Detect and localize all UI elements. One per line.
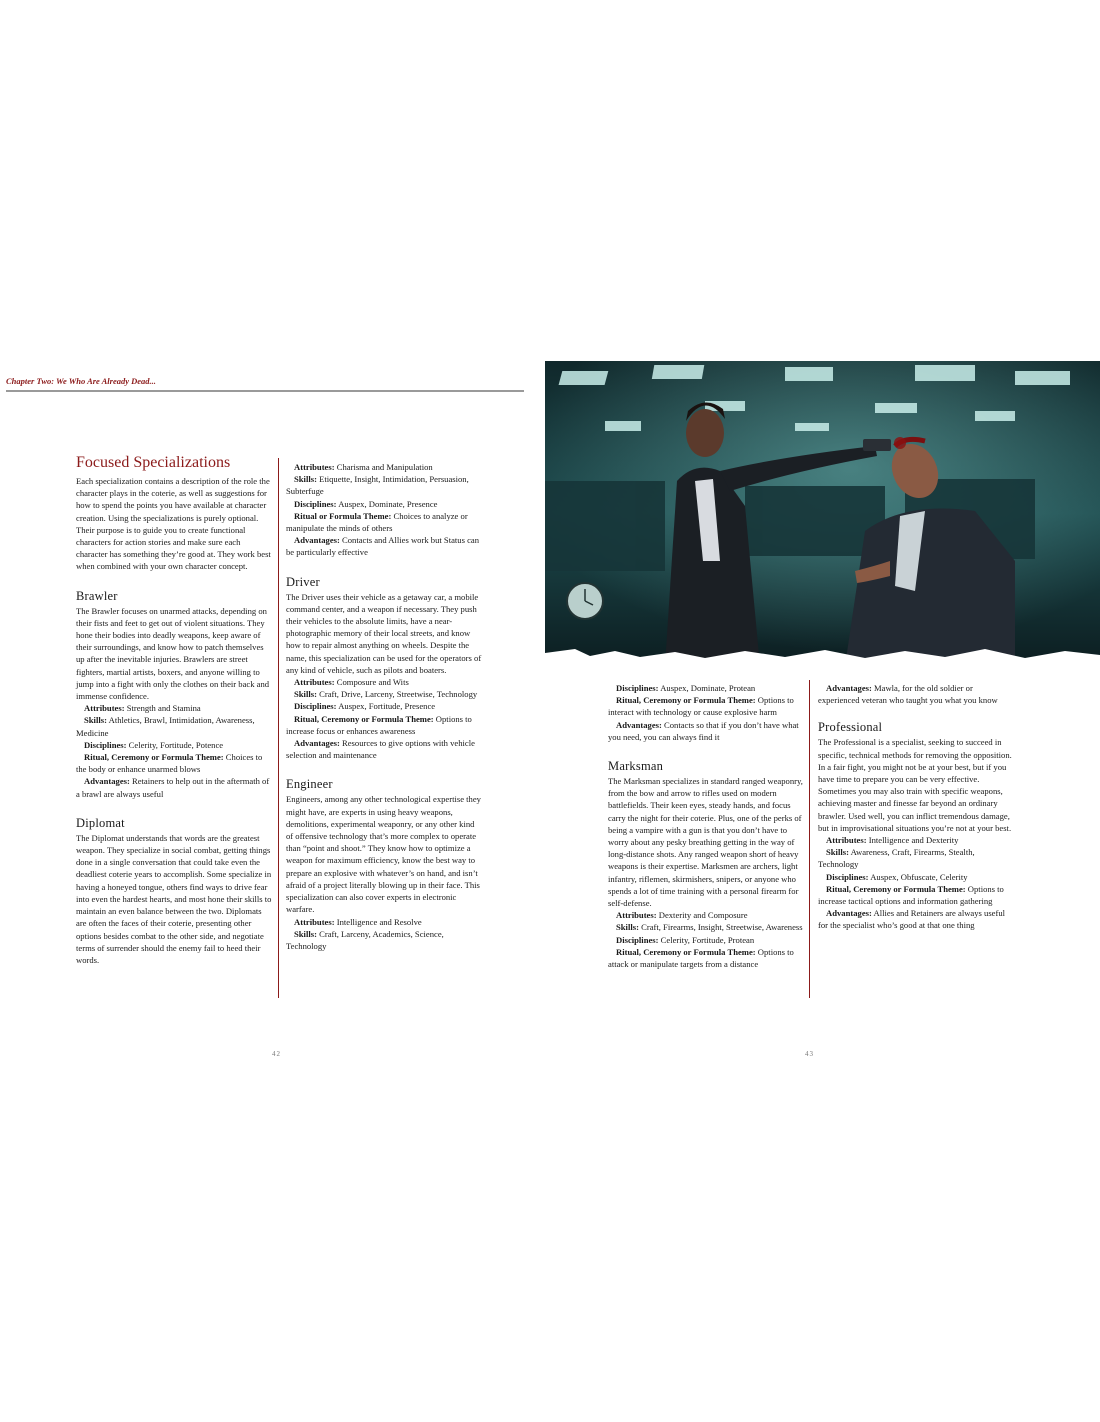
marksman-description: The Marksman specializes in standard ranged weaponry, from the bow and arrow to rifles used on modern battlefields. Their keen eyes, steady hands, and focus carry the night for their coterie. Plus, one of the perks of being a vampire with a gun is that you don’t have to worry about any pesky breathing getting in the way of long-distance shots. Any ranged weapon short of heavy weapons is their expertise. Marksmen are archers, light infantry, riflemen, skirmishers, snipers, or anyone who spends a lot of time training with a personal firearm for self-defense. — [608, 776, 803, 909]
professional-disciplines: Disciplines: Auspex, Obfuscate, Celerity — [826, 871, 968, 882]
column-divider — [278, 458, 279, 998]
chapter-header: Chapter Two: We Who Are Already Dead... — [6, 376, 156, 386]
right-page — [550, 0, 1100, 1422]
diplomat-ritual: Ritual or Formula Theme: Choices to analyze or manipulate the minds of others — [286, 510, 468, 534]
driver-advantages: Advantages: Resources to give options with vehicle selection and maintenance — [286, 738, 475, 761]
driver-heading: Driver — [286, 574, 320, 589]
brawler-heading: Brawler — [76, 588, 118, 603]
page-number-right: 43 — [805, 1050, 814, 1058]
brawler-disciplines: Disciplines: Celerity, Fortitude, Potence — [84, 739, 224, 750]
professional-heading: Professional — [818, 720, 883, 735]
diplomat-skills: Skills: Etiquette, Insight, Intimidation, Persuasion, Subterfuge — [286, 474, 469, 497]
diplomat-heading: Diplomat — [76, 815, 125, 830]
marksman-heading: Marksman — [608, 759, 664, 774]
brawler-ritual: Ritual, Ceremony or Formula Theme: Choices to the body or enhance unarmed blows — [76, 752, 263, 775]
driver-disciplines: Disciplines: Auspex, Fortitude, Presence — [294, 701, 436, 712]
left-column-1 — [76, 453, 272, 966]
column-divider — [809, 680, 810, 998]
driver-ritual: Ritual, Ceremony or Formula Theme: Options to increase focus or enhances awareness — [286, 713, 472, 736]
page-number-left: 42 — [272, 1050, 281, 1058]
marksman-advantages: Advantages: Mawla, for the old soldier or experienced veteran who taught you what you know — [818, 683, 998, 706]
professional-ritual: Ritual, Ceremony or Formula Theme: Options to increase tactical options and information gathering — [818, 883, 1004, 907]
diplomat-advantages: Advantages: Contacts and Allies work but Status can be particularly effective — [286, 535, 480, 558]
right-column-2 — [818, 682, 1014, 932]
engineer-heading: Engineer — [286, 777, 333, 792]
brawler-advantages: Advantages: Retainers to help out in the aftermath of a brawl are always useful — [76, 776, 270, 799]
professional-description: The Professional is a specialist, seeking to succeed in specific, technical methods for removing the opposition. In a fair fight, you might not be at your best, but if you have time to prepare you can be very effective. Sometimes you may also train with specific weapons, achieving master and finesse far beyond an ordinary brawler. Used well, you can inflict tremendous damage, but in improvisational situations you’re not at your best. — [818, 737, 1012, 833]
engineer-advantages: Advantages: Contacts so that if you don’t have what you need, you can always find it — [608, 719, 799, 742]
brawler-description: The Brawler focuses on unarmed attacks, depending on their fists and feet to get out of violent situations. They hone their bodies into deadly weapons, keep aware of their surroundings, and know how to patch themselves up after the inevitable injuries. Brawlers are street fighters, martial artists, boxers, and anyone willing to jump into a fight with only the clothes on their back and immense confidence. — [76, 605, 270, 702]
engineer-skills: Skills: Craft, Larceny, Academics, Science, Technology — [286, 928, 444, 951]
brawler-attributes: Attributes: Strength and Stamina — [84, 703, 201, 714]
header-rule — [6, 390, 524, 392]
engineer-ritual: Ritual, Ceremony or Formula Theme: Options to interact with technology or cause explosive harm — [608, 695, 794, 718]
diplomat-attributes: Attributes: Charisma and Manipulation — [294, 462, 433, 472]
left-column-2 — [286, 461, 482, 952]
driver-skills: Skills: Craft, Drive, Larceny, Streetwise, Technology — [294, 689, 478, 700]
professional-skills: Skills: Awareness, Craft, Firearms, Stealth, Technology — [818, 847, 975, 870]
intro-paragraph: Each specialization contains a description of the role the character plays in the coterie, as well as suggestions for how to spend the points you have available at character creation. Using the specializations is purely optional. Their purpose is to guide you to create functional characters for action stories and make sure each character has something they’re good at. They work best when combined with your own character concept. — [76, 476, 271, 572]
engineer-attributes: Attributes: Intelligence and Resolve — [294, 916, 422, 927]
driver-description: The Driver uses their vehicle as a getaway car, a mobile command center, and a weapon if necessary. They push their vehicles to the absolute limits, have a near-photographic memory of their local streets, and know how to repair almost anything on wheels. Despite the name, this specialization can be used for the operators of any kind of vehicle, such as pilots and boaters. — [286, 591, 482, 675]
diplomat-disciplines: Disciplines: Auspex, Dominate, Presence — [294, 498, 438, 509]
professional-advantages: Advantages: Allies and Retainers are always useful for the specialist who’s good at that one thing — [818, 908, 1006, 931]
driver-attributes: Attributes: Composure and Wits — [294, 677, 409, 688]
page-title: Focused Specializations — [76, 454, 231, 471]
marksman-skills: Skills: Craft, Firearms, Insight, Streetwise, Awareness — [616, 922, 803, 933]
marksman-attributes: Attributes: Dexterity and Composure — [616, 910, 748, 921]
diplomat-description: The Diplomat understands that words are the greatest weapon. They specialize in social combat, getting things done in a single conversation that could take even the deadliest coterie years to accomplish. Some specialize in having a honeyed tongue, others find ways to drive fear into even the hardest hearts, and most hone their skills to maintain an even balance between the two. Diplomats are often the faces of their coterie, presenting other options besides combat to the other side, and negotiate terms of surrender should the enemy fail to heed their words. — [76, 832, 272, 965]
marksman-disciplines: Disciplines: Celerity, Fortitude, Protean — [616, 934, 755, 945]
marksman-ritual: Ritual, Ceremony or Formula Theme: Options to attack or manipulate targets from a distance — [608, 946, 794, 970]
professional-attributes: Attributes: Intelligence and Dexterity — [826, 835, 959, 846]
engineer-disciplines: Disciplines: Auspex, Dominate, Protean — [616, 683, 756, 693]
brawler-skills: Skills: Athletics, Brawl, Intimidation, Awareness, Medicine — [76, 715, 255, 738]
right-column-1 — [608, 682, 804, 970]
engineer-description: Engineers, among any other technological expertise they might have, are experts in using heavy weapons, demolitions, experimental weaponry, or any other kind of offensive technology that’s more complex to operate than “point and shoot.” They know how to optimize a weapon for maximum efficiency, know the best way to prepare an explosive with whatever’s on hand, and isn’t afraid of a project literally blowing up in their face. This specialization can also cover experts in electronic warfare. — [286, 794, 481, 915]
